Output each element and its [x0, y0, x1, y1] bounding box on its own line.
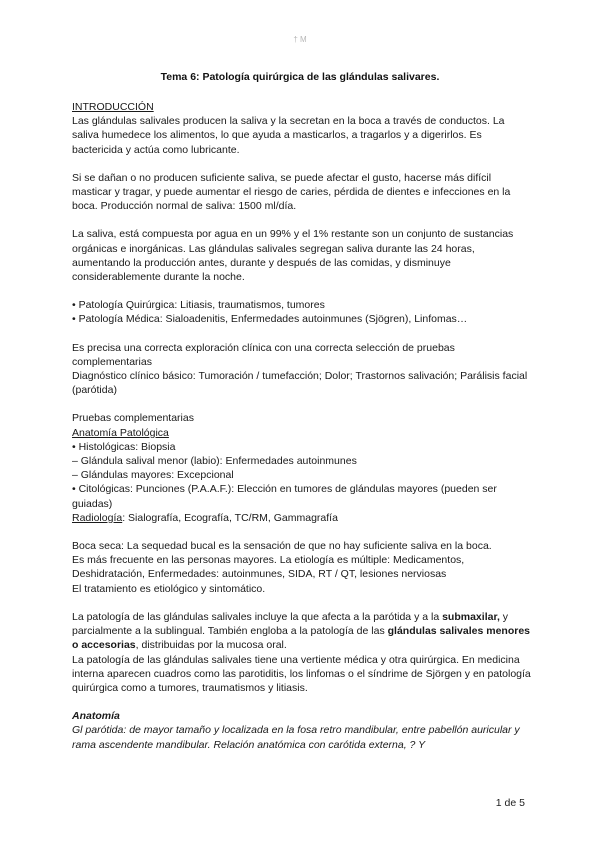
submaxilar-bold: submaxilar, — [442, 610, 500, 623]
intro-paragraph-2: Si se dañan o no producen suficiente saliva, se puede afectar el gusto, hacerse más difícil masticar y tragar, y puede aumentar el riesgo de caries, pérdida de dientes e infecciones en la boca. Producción normal de saliva: 1500 ml/día. — [72, 171, 511, 213]
bullet-medica: • Patología Médica: Sialoadenitis, Enfermedades autoinmunes (Sjögren), Linfomas… — [72, 313, 468, 326]
patologia-paragraph-1 — [72, 610, 532, 653]
anatomia-text: Gl parótida: de mayor tamaño y localizada en la fosa retro mandibular, entre pabellón auricular y rama ascendente mandibular. Relación anatómica con carótida externa, ? Y — [72, 724, 520, 751]
bullet-quirurgica: • Patología Quirúrgica: Litiasis, traumatismos, tumores — [72, 299, 325, 312]
boca-seca-line-2: Es más frecuente en las personas mayores. La etiología es múltiple: Medicamentos, Deshidratación, Enfermedades: autoinmunes, SIDA, RT / QT, lesiones nerviosas — [72, 554, 465, 581]
header-mark: † M — [293, 35, 307, 44]
intro-heading: INTRODUCCIÓN — [72, 101, 154, 113]
radiologia-text: : Sialografía, Ecografía, TC/RM, Gammagrafía — [122, 511, 338, 524]
patologia-paragraph-2: La patología de las glándulas salivales tiene una vertiente médica y otra quirúrgica. En medicina interna aparecen cuadros como las parotiditis, los linfomas o el síndrime de Sjörgen y en patología quirúrgica como a tumores, traumatismos y litiasis. — [72, 653, 531, 694]
boca-seca-line-1: Boca seca: La sequedad bucal es la sensación de que no hay suficiente saliva en la boca. — [72, 540, 492, 553]
intro-paragraph-4: Es precisa una correcta exploración clínica con una correcta selección de pruebas complementarias — [72, 341, 455, 368]
anatomia-heading: Anatomía — [72, 710, 120, 723]
document-body — [72, 100, 532, 752]
histologicas-labio: – Glándula salival menor (labio): Enfermedades autoinmunes — [72, 455, 357, 468]
boca-seca-line-3: El tratamiento es etiológico y sintomático. — [72, 582, 266, 595]
intro-paragraph-5: Diagnóstico clínico básico: Tumoración / tumefacción; Dolor; Trastornos salivación; Parálisis facial (parótida) — [72, 370, 528, 397]
intro-paragraph-1: Las glándulas salivales producen la saliva y la secretan en la boca a través de conductos. La saliva humedece los alimentos, lo que ayuda a masticarlos, a tragarlos y a digerirlos. Es bactericida y actúa como lubricante. — [72, 115, 505, 156]
radiologia-label: Radiología — [72, 511, 123, 524]
page-title: Tema 6: Patología quirúrgica de las glándulas salivares. — [160, 71, 440, 83]
anatomia-patologica-heading: Anatomía Patológica — [72, 426, 169, 439]
glandulas-menores-bold: glándulas salivales menores o accesorias — [72, 625, 531, 652]
patologia-text-a: La patología de las glándulas salivales incluye la que afecta a la parótida y a la — [72, 610, 443, 623]
histologicas: • Histológicas: Biopsia — [72, 440, 176, 453]
patologia-text-e: , distribuidas por la mucosa oral. — [135, 639, 287, 652]
citologicas: • Citológicas: Punciones (P.A.A.F.): Elección en tumores de glándulas mayores (pueden ser guiadas) — [72, 483, 497, 510]
patologia-text-c: y parcialmente a la sublingual. También engloba a la patología de las — [72, 610, 509, 638]
radiologia-line — [72, 511, 532, 525]
histologicas-mayores: – Glándulas mayores: Excepcional — [72, 469, 234, 482]
pruebas-heading: Pruebas complementarias — [72, 412, 194, 425]
page-number: 1 de 5 — [495, 797, 525, 809]
intro-paragraph-3: La saliva, está compuesta por agua en un 99% y el 1% restante son un conjunto de sustancias orgánicas e inorgánicas. Las glándulas salivales segregan saliva durante las 24 horas, aumentando la producción antes, durante y después de las comidas, y disminuye considerablemente durante la noche. — [72, 228, 514, 284]
